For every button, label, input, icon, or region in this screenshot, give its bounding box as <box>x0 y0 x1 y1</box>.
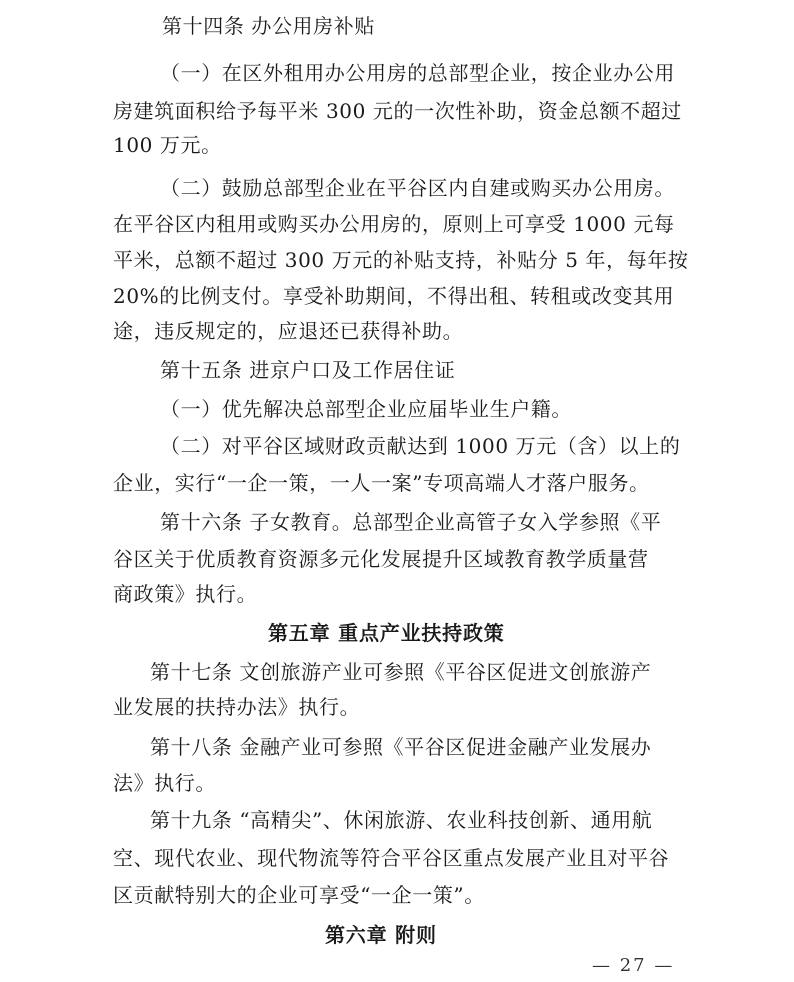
article-15-title: 第十五条 进京户口及工作居住证 <box>160 358 456 382</box>
article-14-clause-2-line-4: 20%的比例支付。享受补助期间，不得出租、转租或改变其用 <box>113 284 675 308</box>
article-16-line-3: 商政策》执行。 <box>113 582 258 606</box>
article-14-title: 第十四条 办公用房补贴 <box>162 14 375 38</box>
article-14-clause-2-line-5: 途，违反规定的，应退还已获得补助。 <box>113 319 464 343</box>
article-19-line-2: 空、现代农业、现代物流等符合平谷区重点发展产业且对平谷 <box>113 846 670 870</box>
article-17-line-2: 业发展的扶持办法》执行。 <box>113 695 361 719</box>
article-19-line-3: 区贡献特别大的企业可享受“一企一策”。 <box>113 883 485 907</box>
article-19-line-1: 第十九条 “高精尖”、休闲旅游、农业科技创新、通用航 <box>150 808 653 832</box>
article-17-line-1: 第十七条 文创旅游产业可参照《平谷区促进文创旅游产 <box>150 660 652 684</box>
article-15-clause-2-line-1: （二）对平谷区域财政贡献达到 1000 万元（含）以上的 <box>160 434 681 458</box>
article-16-line-1: 第十六条 子女教育。总部型企业高管子女入学参照《平 <box>160 510 662 534</box>
article-14-clause-1-line-1: （一）在区外租用办公用房的总部型企业，按企业办公用 <box>160 61 675 85</box>
article-18-line-2: 法》执行。 <box>113 771 216 795</box>
article-18-line-1: 第十八条 金融产业可参照《平谷区促进金融产业发展办 <box>150 735 652 759</box>
article-15-clause-2-line-2: 企业，实行“一企一策，一人一案”专项高端人才落户服务。 <box>113 471 650 495</box>
page-number: — 27 — <box>592 955 675 976</box>
article-14-clause-2-line-1: （二）鼓励总部型企业在平谷区内自建或购买办公用房。 <box>160 176 675 200</box>
article-14-clause-1-line-3: 100 万元。 <box>113 133 222 157</box>
article-14-clause-2-line-3: 平米，总额不超过 300 万元的补贴支持，补贴分 5 年，每年按 <box>113 248 689 272</box>
article-16-line-2: 谷区关于优质教育资源多元化发展提升区域教育教学质量营 <box>113 547 649 571</box>
article-15-clause-1: （一）优先解决总部型企业应届毕业生户籍。 <box>160 397 572 421</box>
article-14-clause-2-line-2: 在平谷区内租用或购买办公用房的，原则上可享受 1000 元每 <box>113 212 675 236</box>
chapter-5-heading: 第五章 重点产业扶持政策 <box>268 621 505 645</box>
article-14-clause-1-line-2: 房建筑面积给予每平米 300 元的一次性补助，资金总额不超过 <box>113 99 682 123</box>
chapter-6-heading: 第六章 附则 <box>325 923 437 947</box>
